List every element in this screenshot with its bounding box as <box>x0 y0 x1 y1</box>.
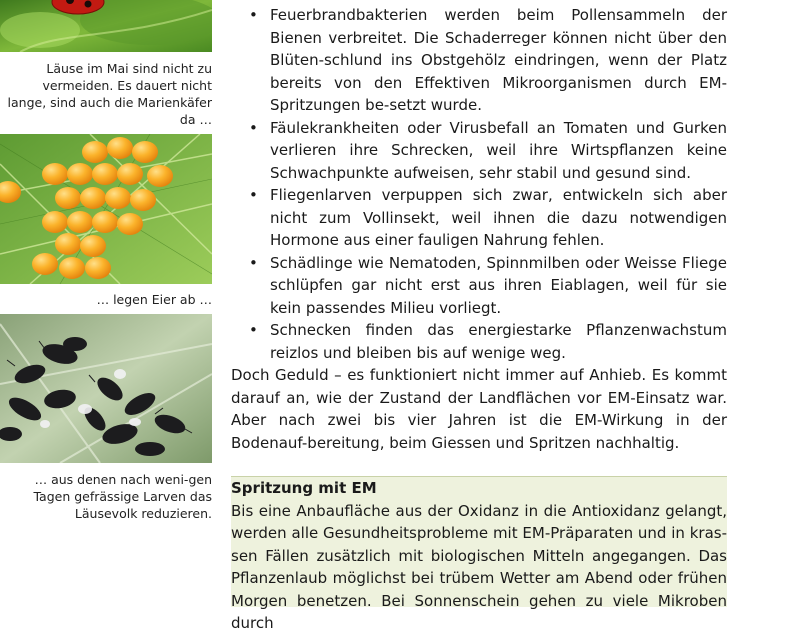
photo-sidebar <box>0 0 212 600</box>
bullet-item: • Schädlinge wie Nematoden, Spinnmilben oder Weisse Fliege schlüpfen gar nicht erst aus ihren Eiablagen, weil für sie kein passendes Milieu vorliegt. <box>231 252 727 320</box>
ladybug-caption: Läuse im Mai sind nicht zu vermeiden. Es dauert nicht lange, sind auch die Marienkäfer da … <box>7 61 212 127</box>
eggs-caption: … legen Eier ab … <box>96 292 212 307</box>
ladybug-photo <box>0 0 212 52</box>
bullet-item: • Fliegenlarven verpuppen sich zwar, entwickeln sich aber nicht zum Vollinsekt, weil ihnen die dazu notwendigen Hormone aus einer fauligen Nahrung fehlen. <box>231 184 727 252</box>
body-paragraph: Doch Geduld – es funktioniert nicht immer auf Anhieb. Es kommt darauf an, wie der Zustand der Landflächen vor EM-Einsatz war. Aber nach zwei bis vier Jahren ist die EM-Wirkung in der Bodenauf-bereitung, beim Giessen und Spritzen nachhaltig. <box>231 366 727 452</box>
main-text-column <box>231 4 727 454</box>
larvae-photo <box>0 314 212 463</box>
bullet-item: • Fäulekrankheiten oder Virusbefall an Tomaten und Gurken verlieren ihre Schrecken, weil ihre Wirtspflanzen keine Schwachpunkte aufweisen, sehr stabil und gesund sind. <box>231 117 727 185</box>
info-box <box>231 476 727 632</box>
eggs-photo <box>0 134 212 284</box>
info-box-title: Spritzung mit EM <box>231 479 377 497</box>
info-box-text: Bis eine Anbaufläche aus der Oxidanz in die Antioxidanz gelangt, werden alle Gesundheitsprobleme mit EM-Präparaten und in kras-sen Fällen zusätzlich mit biologischen Mitteln angegangen. Das Pflanzenlaub möglichst bei trübem Wetter am Abend oder frühen Morgen benetzen. Bei Sonnenschein gehen zu viele Mikroben durch <box>231 501 727 632</box>
bullet-item: • Feuerbrandbakterien werden beim Pollensammeln der Bienen verbreitet. Die Schaderreger können nicht über den Blüten-schlund ins Obstgehölz eindringen, wenn der Platz bereits von den Effektiven Mikroorganismen durch EM-Spritzungen be-setzt wurde. <box>231 4 727 117</box>
pest-bullet-list <box>231 4 727 364</box>
bullet-item: • Schnecken finden das energiestarke Pflanzenwachstum reizlos und bleiben bis auf wenige weg. <box>231 319 727 364</box>
larvae-caption: … aus denen nach weni-gen Tagen gefrässige Larven das Läusevolk reduzieren. <box>33 472 212 521</box>
